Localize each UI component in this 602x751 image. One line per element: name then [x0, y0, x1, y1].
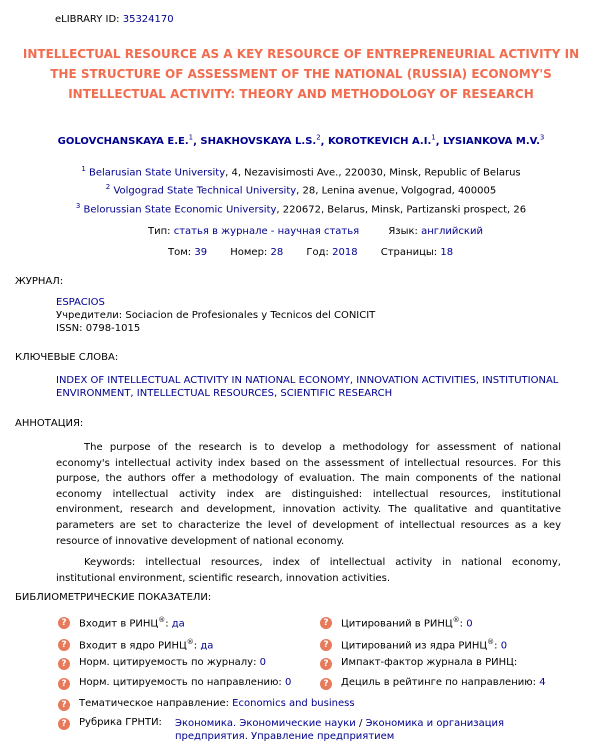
- help-icon[interactable]: ?: [320, 617, 332, 629]
- authors-line: GOLOVCHANSKAYA E.E.$^1$, SHAKHOVSKAYA L.S.$^2$, KOROTKEVICH A.I.$^1$, LYSIANKOVA M.V.$^3$: [57, 134, 545, 148]
- biblio-heading: БИБЛИОМЕТРИЧЕСКИЕ ПОКАЗАТЕЛИ:: [15, 592, 212, 603]
- year-label: Год:: [306, 247, 329, 258]
- bib-citations: ? Цитирований в РИНЦ®: 0: [320, 616, 473, 629]
- help-icon[interactable]: ?: [320, 639, 332, 651]
- help-icon[interactable]: ?: [320, 658, 332, 670]
- volume-link[interactable]: 39: [194, 247, 208, 258]
- journal-name-link[interactable]: ESPACIOS: [56, 297, 105, 308]
- article-meta-type-lang: [148, 226, 483, 237]
- journal-block: [56, 296, 375, 335]
- help-icon[interactable]: ?: [58, 639, 70, 651]
- affiliation-2: $^2$ Volgograd State Technical University, 28, Lenina avenue, Volgograd, 400005: [105, 183, 497, 197]
- journal-heading: ЖУРНАЛ:: [15, 276, 64, 287]
- grnti-label: Рубрика ГРНТИ:: [79, 717, 162, 728]
- help-icon[interactable]: ?: [58, 658, 70, 670]
- abstract-keywords: Keywords: intellectual resources, index of intellectual activity in national economy, institutional environment, scientific research, innovation activities.: [56, 557, 561, 584]
- author-link-3[interactable]: KOROTKEVICH A.I.$^1$: [327, 134, 436, 148]
- volume-label: Том:: [168, 247, 192, 258]
- abstract-paragraph: The purpose of the research is to develop a methodology for assessment of national economy's intellectual activity index based on the assessment of intellectual resources. For this purpose, the authors offer a methodology of evaluation. The main components of the national economy intellectual activity index are distinguished: intellectual resources, institutional environment, research and development, innovation activity. The qualitative and quantitative parameters are set to characterize the level of development of intellectual resources as a key resource of innovative development of national economy.: [56, 442, 561, 547]
- affiliation-org-link-3[interactable]: Belorussian State Economic University: [83, 203, 277, 215]
- help-icon[interactable]: ?: [58, 718, 70, 730]
- article-meta-volume: [168, 247, 453, 258]
- issue-link[interactable]: 28: [270, 247, 284, 258]
- help-icon[interactable]: ?: [58, 678, 70, 690]
- help-icon[interactable]: ?: [320, 678, 332, 690]
- theme-link[interactable]: Economics and business: [232, 698, 355, 709]
- keywords-list[interactable]: INDEX OF INTELLECTUAL ACTIVITY IN NATIONAL ECONOMY, INNOVATION ACTIVITIES, INSTITUTIONAL ENVIRONMENT, INTELLECTUAL RESOURCES, SCIENTIFIC RESEARCH: [56, 375, 559, 399]
- bib-rinc: ? Входит в РИНЦ®: да: [58, 616, 185, 629]
- author-link-2[interactable]: SHAKHOVSKAYA L.S.$^2$: [200, 134, 321, 148]
- type-value: статья в журнале - научная статья: [173, 226, 360, 237]
- pages-label: Страницы:: [380, 247, 438, 258]
- elibrary-id: [55, 14, 174, 25]
- year-link[interactable]: 2018: [332, 247, 358, 258]
- abstract-heading: АННОТАЦИЯ:: [15, 418, 84, 429]
- affiliation-1: $^1$ Belarusian State University, 4, Nezavisimosti Ave., 220030, Minsk, Republic of Belarus: [81, 165, 521, 179]
- bib-citations-core: ? Цитирований из ядра РИНЦ®: 0: [320, 638, 507, 651]
- grnti-link-economics[interactable]: Экономика. Экономические науки: [175, 718, 356, 729]
- journal-founders: Учредители: Sociacion de Profesionales y Tecnicos del CONICIT: [56, 310, 376, 321]
- affiliations: [0, 162, 602, 217]
- help-icon[interactable]: ?: [58, 617, 70, 629]
- bib-core: ? Входит в ядро РИНЦ®: да: [58, 638, 213, 651]
- affiliation-org-link-2[interactable]: Volgograd State Technical University: [113, 185, 297, 197]
- bib-decile: ? Дециль в рейтинге по направлению: 4: [320, 677, 546, 690]
- article-title: INTELLECTUAL RESOURCE AS A KEY RESOURCE OF ENTREPRENEURIAL ACTIVITY IN THE STRUCTURE OF ASSESSMENT OF THE NATIONAL (RUSSIA) ECONOMY'S INTELLECTUAL ACTIVITY: THEORY AND METHODOLOGY OF RESEARCH: [22, 47, 580, 101]
- help-icon[interactable]: ?: [58, 699, 70, 711]
- bib-norm-journal: ? Норм. цитируемость по журналу: 0: [58, 657, 266, 670]
- type-label: Тип:: [148, 226, 171, 237]
- bib-impact: ? Импакт-фактор журнала в РИНЦ:: [320, 657, 517, 670]
- pages-value: 18: [440, 247, 454, 258]
- affiliation-3: $^3$ Belorussian State Economic University, 220672, Belarus, Minsk, Partizanski prospect, 26: [75, 201, 527, 215]
- abstract-text: [56, 440, 561, 586]
- keywords-heading: КЛЮЧЕВЫЕ СЛОВА:: [15, 352, 119, 363]
- bib-grnti: [58, 717, 565, 743]
- lang-value: английский: [421, 226, 483, 237]
- grnti-value: Экономика. Экономические науки / Экономика и организация предприятия. Управление предприятием: [175, 718, 505, 742]
- issue-label: Номер:: [230, 247, 268, 258]
- lang-label: Язык:: [388, 226, 418, 237]
- bib-theme: ? Тематическое направление: Economics and business: [58, 698, 355, 711]
- bib-norm-direction: ? Норм. цитируемость по направлению: 0: [58, 677, 291, 690]
- journal-issn: ISSN: 0798-1015: [56, 323, 141, 334]
- author-link-1[interactable]: GOLOVCHANSKAYA E.E.$^1$: [57, 134, 194, 148]
- elibrary-id-label: eLIBRARY ID:: [55, 14, 120, 25]
- affiliation-org-link-1[interactable]: Belarusian State University: [89, 167, 226, 179]
- author-link-4[interactable]: LYSIANKOVA M.V.$^3$: [443, 134, 545, 148]
- grnti-link-enterprise[interactable]: Экономика и организация предприятия. Управление предприятием: [175, 718, 505, 742]
- elibrary-id-value: 35324170: [122, 14, 174, 25]
